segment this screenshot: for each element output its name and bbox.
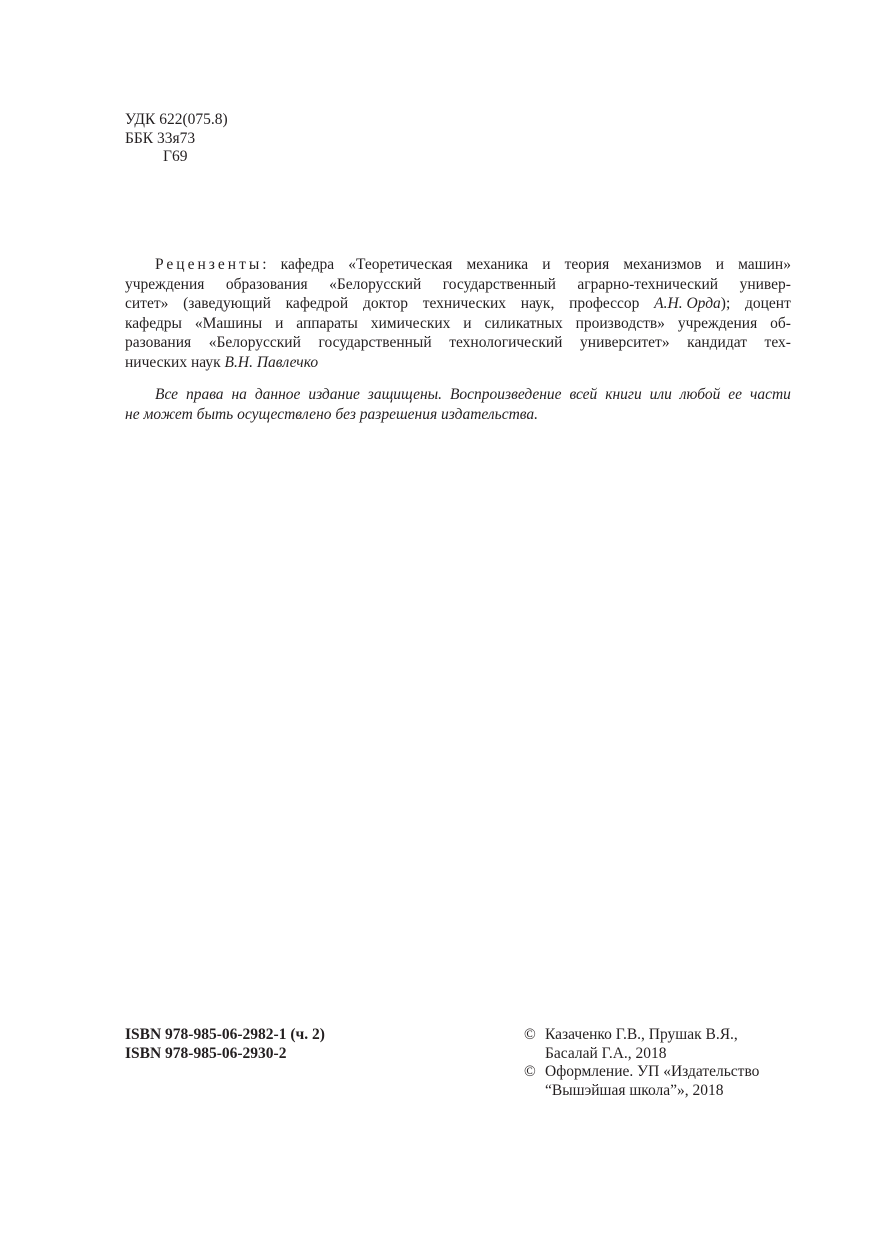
reviewers-colon: : [262,256,267,273]
word: теория [564,256,610,273]
reviewers-line-2 [125,275,791,295]
word: тех- [764,334,791,352]
author-mark: Г69 [163,148,188,165]
word: государственный [442,275,556,293]
word: кафедрой [285,295,349,313]
word: образования [225,275,308,293]
word: или [649,386,672,403]
bbk-code: ББК 33я73 [125,129,196,147]
word: аппараты [296,314,358,332]
word: технологический [449,334,563,352]
word: и [275,314,284,332]
punctuation: ); [720,295,731,313]
copyright-design-line-2: “Вышэйшая школа”», 2018 [545,1081,724,1099]
word: данное [254,386,301,403]
udc-code: УДК 622(075.8) [125,111,228,128]
word: университет» [580,334,670,352]
word: и [463,314,472,332]
word: ситет» [125,295,169,313]
rights-line-2 [125,405,791,425]
word: доцент [745,295,791,313]
word: книги [605,386,642,403]
reviewers-line-4 [125,314,791,334]
words: не может быть осуществлено без разрешения издательства. [125,405,539,423]
word: кафедра [280,256,335,273]
word: машин» [738,256,791,273]
rights-notice [125,385,791,424]
word: об- [770,314,791,332]
classification-block [125,111,228,167]
word: и [542,256,551,273]
word: «Белорусский [329,275,422,293]
word: ее [728,386,743,403]
copyright-authors-line-1: Казаченко Г.В., Прушак В.Я., [545,1026,738,1043]
reviewer-name-orda: А.Н. Орда [654,295,721,313]
rights-line-1 [125,385,791,405]
isbn-set: ISBN 978-985-06-2930-2 [125,1044,287,1062]
reviewers-label-group [155,255,267,275]
word: доктор [362,295,408,313]
reviewer-name-pavlechko: В.Н. Павлечко [224,353,319,371]
word: «Машины [194,314,263,332]
word: наук, [520,295,555,313]
reviewers-line-5 [125,333,791,353]
word: кандидат [687,334,747,352]
word: учреждения [125,275,205,293]
reviewers-line-1 [125,255,791,275]
word: аграрно-технический [577,275,719,293]
word: учреждения [677,314,758,332]
copyright-entry-design [524,1063,759,1082]
isbn-part-2: ISBN 978-985-06-2982-1 (ч. 2) [125,1026,325,1043]
copyright-design-line-1: Оформление. УП «Издательство [545,1063,760,1080]
word: «Белорусский [208,334,301,352]
word: (заведующий [183,295,271,313]
words: нических наук [125,353,225,371]
reviewers-line-6 [125,353,791,373]
word: любой [679,386,721,403]
word: и [715,256,724,273]
reviewers-label: Рецензенты [155,256,263,273]
copyright-icon: © [524,1063,536,1080]
word: механизмов [623,256,702,273]
word: издание [308,386,360,403]
word: всей [569,386,598,403]
isbn-block [125,1026,325,1063]
copyright-authors-line-2: Басалай Г.А., 2018 [545,1044,667,1062]
word: разования [125,334,192,352]
word: части [749,386,791,403]
word: химических [370,314,451,332]
word: производств» [575,314,665,332]
word: универ- [739,275,791,293]
word: технических [422,295,507,313]
word: профессор [569,295,640,313]
word: Воспроизведение [449,386,562,403]
reviewer-name-group [654,294,730,314]
word: государственный [318,334,432,352]
word: права [185,386,224,403]
word: механика [466,256,529,273]
word: Все [155,386,179,403]
reviewers-paragraph [125,255,791,373]
reviewers-line-3 [125,294,791,314]
copyright-block [524,1026,759,1100]
word: на [231,386,247,403]
word: «Теоретическая [348,256,453,273]
copyright-entry-authors [524,1026,759,1045]
copyright-icon: © [524,1026,536,1043]
word: силикатных [484,314,563,332]
word: защищены. [367,386,443,403]
word: кафедры [125,314,182,332]
